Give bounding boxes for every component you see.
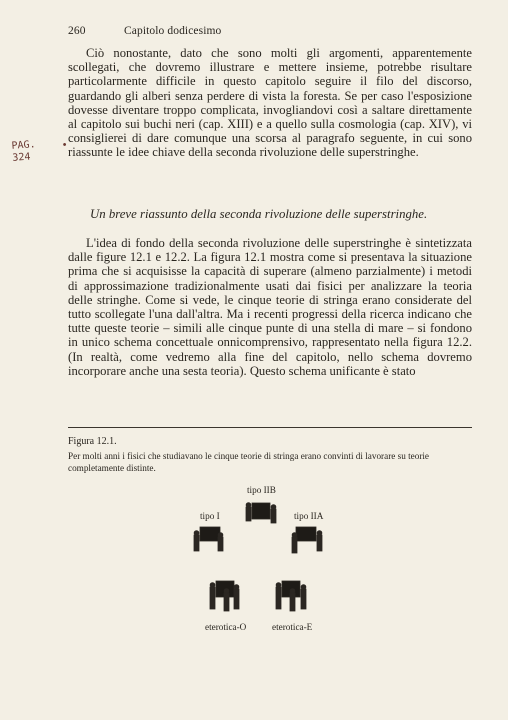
paragraph-2: L'idea di fondo della seconda rivoluzione delle superstringhe è sintetizzata dalle figure 12.1 e 12.2. La figura 12.1 mostra come si presentava la situazione prima che si acquisisse la capacità di superare (almeno parzialmente) i metodi di approssimazione tradizionalmente usati dai fisici per analizzare la teoria delle stringhe. Come si vede, le cinque teorie di stringa erano considerate del tutto scollegate l'una dall'altra. Ma i recenti progressi della ricerca indicano che tutte queste teorie – simili alle cinque punte di una stella di mare – si fondono in unico schema concettuale onnicomprensivo, rappresentato nella figura 12.2. (In realtà, come vedremo alla fine del capitolo, nello schema dovremo incorporare anche una sesta teoria). Questo schema unificante è stato xyxy=(68,236,472,378)
margin-note-line-2: 324 xyxy=(12,151,31,164)
label-type-i: tipo I xyxy=(200,511,220,521)
label-heterotic-o: eterotica-O xyxy=(205,622,247,632)
page-header xyxy=(68,25,221,37)
section-heading: Un breve riassunto della seconda rivoluzione delle superstringhe. xyxy=(90,207,428,221)
margin-note-line-1: PAG. xyxy=(11,139,36,152)
figure-title: Figura 12.1. xyxy=(68,436,117,447)
label-heterotic-e: eterotica-E xyxy=(272,622,313,632)
label-type-iib: tipo IIB xyxy=(247,485,276,495)
theory-panel-iia xyxy=(292,527,322,553)
page-number: 260 xyxy=(68,25,86,37)
handwritten-margin-note xyxy=(11,139,69,165)
margin-bullet: • xyxy=(61,139,69,152)
theory-panel-heterotic-e xyxy=(276,581,306,611)
theory-panel-heterotic-o xyxy=(210,581,239,611)
figure-caption: Per molti anni i fisici che studiavano le cinque teorie di stringa erano convinti di lavorare su teorie completamente distinte. xyxy=(68,451,430,473)
label-type-iia: tipo IIA xyxy=(294,511,324,521)
running-title: Capitolo dodicesimo xyxy=(124,25,222,37)
theory-panel-iib xyxy=(246,503,276,523)
figure-divider xyxy=(68,427,472,428)
theory-panel-i xyxy=(194,527,223,551)
paragraph-1: Ciò nonostante, dato che sono molti gli argomenti, apparentemente scollegati, che dovremo illustrare e mettere insieme, potrebbe risultare particolarmente difficile in questo capitolo seguire il filo del discorso, guardando gli alberi senza perdere di vista la foresta. Se per caso l'esposizione dovesse diventare troppo complicata, invogliandovi così a saltare direttamente al capitolo sui buchi neri (cap. XIII) e a quello sulla cosmologia (cap. XIV), vi consiglierei di dare comunque una scorsa al paragrafo seguente, in cui sono riassunte le idee chiave della seconda rivoluzione delle superstringhe. xyxy=(68,46,472,160)
